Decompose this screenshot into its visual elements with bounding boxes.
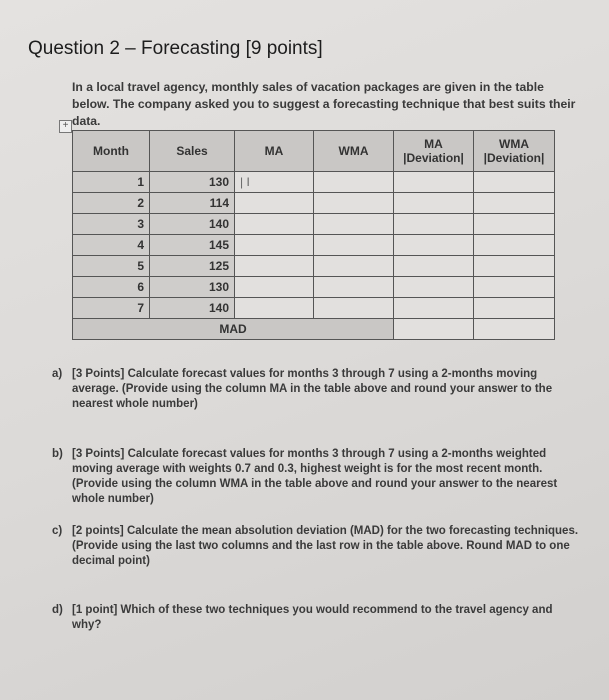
- ma-deviation-cell[interactable]: [394, 172, 474, 193]
- table-row: [73, 298, 555, 319]
- table-row: [73, 235, 555, 256]
- table-row: [73, 193, 555, 214]
- header-ma-deviation: MA |Deviation|: [394, 131, 474, 172]
- ma-deviation-cell[interactable]: [394, 235, 474, 256]
- ma-deviation-cell[interactable]: [394, 277, 474, 298]
- table-row: [73, 256, 555, 277]
- wma-cell[interactable]: [314, 172, 394, 193]
- month-cell: 7: [73, 298, 150, 319]
- intro-text: In a local travel agency, monthly sales of vacation packages are given in the table below. The company asked you to suggest a forecasting technique that best suits their data.: [72, 80, 576, 128]
- wma-cell[interactable]: [314, 298, 394, 319]
- question-b: [52, 447, 582, 507]
- text-cursor-icon: | I: [240, 175, 250, 189]
- wma-cell[interactable]: [314, 235, 394, 256]
- table-row: [73, 277, 555, 298]
- wma-cell[interactable]: [314, 214, 394, 235]
- month-cell: 3: [73, 214, 150, 235]
- question-text: [3 Points] Calculate forecast values for months 3 through 7 using a 2-months moving average. (Provide using the column MA in the table above and round your answer to the nearest whole number): [72, 368, 553, 410]
- sales-table: [72, 130, 555, 340]
- table-move-handle-icon[interactable]: +: [59, 120, 72, 133]
- wma-deviation-cell[interactable]: [474, 235, 555, 256]
- wma-deviation-cell[interactable]: [474, 172, 555, 193]
- ma-cell[interactable]: [235, 256, 314, 277]
- question-text: [1 point] Which of these two techniques you would recommend to the travel agency and why?: [72, 604, 553, 631]
- wma-cell[interactable]: [314, 193, 394, 214]
- header-wma: WMA: [314, 131, 394, 172]
- wma-deviation-cell[interactable]: [474, 214, 555, 235]
- mad-wma-cell[interactable]: [474, 319, 555, 340]
- month-cell: 6: [73, 277, 150, 298]
- mad-ma-cell[interactable]: [394, 319, 474, 340]
- ma-deviation-cell[interactable]: [394, 193, 474, 214]
- ma-deviation-cell[interactable]: [394, 214, 474, 235]
- question-c: [52, 524, 582, 569]
- ma-cell[interactable]: [235, 193, 314, 214]
- sales-cell: 125: [150, 256, 235, 277]
- month-cell: 2: [73, 193, 150, 214]
- header-month: Month: [73, 131, 150, 172]
- header-wma-deviation: WMA |Deviation|: [474, 131, 555, 172]
- question-label: a): [52, 368, 63, 380]
- month-cell: 4: [73, 235, 150, 256]
- ma-cell[interactable]: [235, 172, 314, 193]
- sales-cell: 114: [150, 193, 235, 214]
- sales-cell: 130: [150, 172, 235, 193]
- mad-label: MAD: [73, 319, 394, 340]
- table-row: [73, 172, 555, 193]
- ma-deviation-cell[interactable]: [394, 298, 474, 319]
- table-header-row: [73, 131, 555, 172]
- sales-cell: 140: [150, 214, 235, 235]
- wma-deviation-cell[interactable]: [474, 256, 555, 277]
- header-sales: Sales: [150, 131, 235, 172]
- sales-cell: 140: [150, 298, 235, 319]
- mad-row: [73, 319, 555, 340]
- wma-deviation-cell[interactable]: [474, 193, 555, 214]
- table-row: [73, 214, 555, 235]
- month-cell: 5: [73, 256, 150, 277]
- question-d: [52, 603, 582, 633]
- ma-deviation-cell[interactable]: [394, 256, 474, 277]
- ma-cell[interactable]: [235, 214, 314, 235]
- wma-deviation-cell[interactable]: [474, 298, 555, 319]
- question-label: b): [52, 448, 63, 460]
- wma-cell[interactable]: [314, 256, 394, 277]
- sales-cell: 130: [150, 277, 235, 298]
- question-label: c): [52, 525, 63, 537]
- question-label: d): [52, 604, 63, 616]
- month-cell: 1: [73, 172, 150, 193]
- wma-cell[interactable]: [314, 277, 394, 298]
- wma-deviation-cell[interactable]: [474, 277, 555, 298]
- sales-cell: 145: [150, 235, 235, 256]
- question-text: [3 Points] Calculate forecast values for months 3 through 7 using a 2-months weighted moving average with weights 0.7 and 0.3, highest weight is for the most recent month. (Provide using the column WMA in the table above and round your answer to the nearest whole number): [72, 448, 558, 505]
- ma-cell[interactable]: [235, 277, 314, 298]
- header-ma: MA: [235, 131, 314, 172]
- question-a: [52, 367, 582, 412]
- question-title: Question 2 – Forecasting [9 points]: [28, 38, 323, 59]
- ma-cell[interactable]: [235, 235, 314, 256]
- question-text: [2 points] Calculate the mean absolution deviation (MAD) for the two forecasting techniques. (Provide using the last two columns and the last row in the table above. Round MAD to one decimal point): [72, 525, 579, 567]
- ma-cell[interactable]: [235, 298, 314, 319]
